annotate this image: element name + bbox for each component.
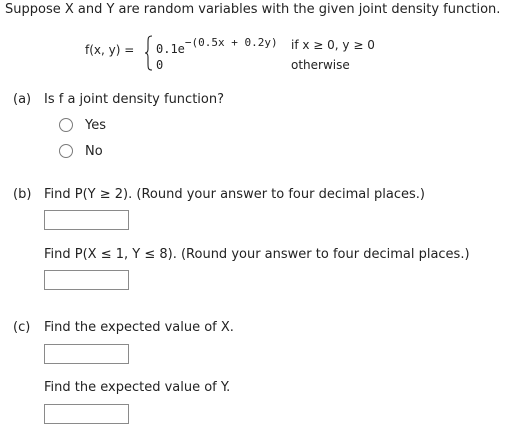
intro-text: Suppose X and Y are random variables with the given joint density function. (5, 2, 501, 17)
part-c-question-1: Find the expected value of X. (44, 320, 234, 335)
radio-no[interactable] (59, 144, 73, 158)
density-lhs: f(x, y) = (85, 43, 135, 57)
option-yes-label: Yes (85, 117, 106, 133)
case1-expression (156, 38, 278, 56)
option-no-label: No (85, 143, 103, 159)
answer-c1-input[interactable] (44, 344, 129, 364)
part-b-label: (b) (13, 187, 32, 202)
case1-base: 0.1e (156, 42, 185, 56)
part-c-label: (c) (13, 320, 31, 335)
answer-b1-input[interactable] (44, 210, 129, 230)
part-b-question-2: Find P(X ≤ 1, Y ≤ 8). (Round your answer to four decimal places.) (44, 247, 470, 262)
part-b-question-1: Find P(Y ≥ 2). (Round your answer to four decimal places.) (44, 187, 425, 202)
radio-yes[interactable] (59, 118, 73, 132)
case1-condition: if x ≥ 0, y ≥ 0 (291, 38, 375, 52)
part-a-question: Is f a joint density function? (44, 92, 224, 107)
option-no[interactable] (59, 142, 103, 160)
case2-expression: 0 (156, 58, 164, 72)
left-brace-icon (144, 35, 153, 71)
part-c-question-2: Find the expected value of Y. (44, 380, 231, 395)
answer-b2-input[interactable] (44, 270, 129, 290)
answer-c2-input[interactable] (44, 404, 129, 424)
option-yes[interactable] (59, 116, 106, 134)
part-a-label: (a) (13, 92, 32, 107)
case1-exponent: −(0.5x + 0.2y) (184, 36, 278, 49)
case2-condition: otherwise (291, 58, 350, 72)
